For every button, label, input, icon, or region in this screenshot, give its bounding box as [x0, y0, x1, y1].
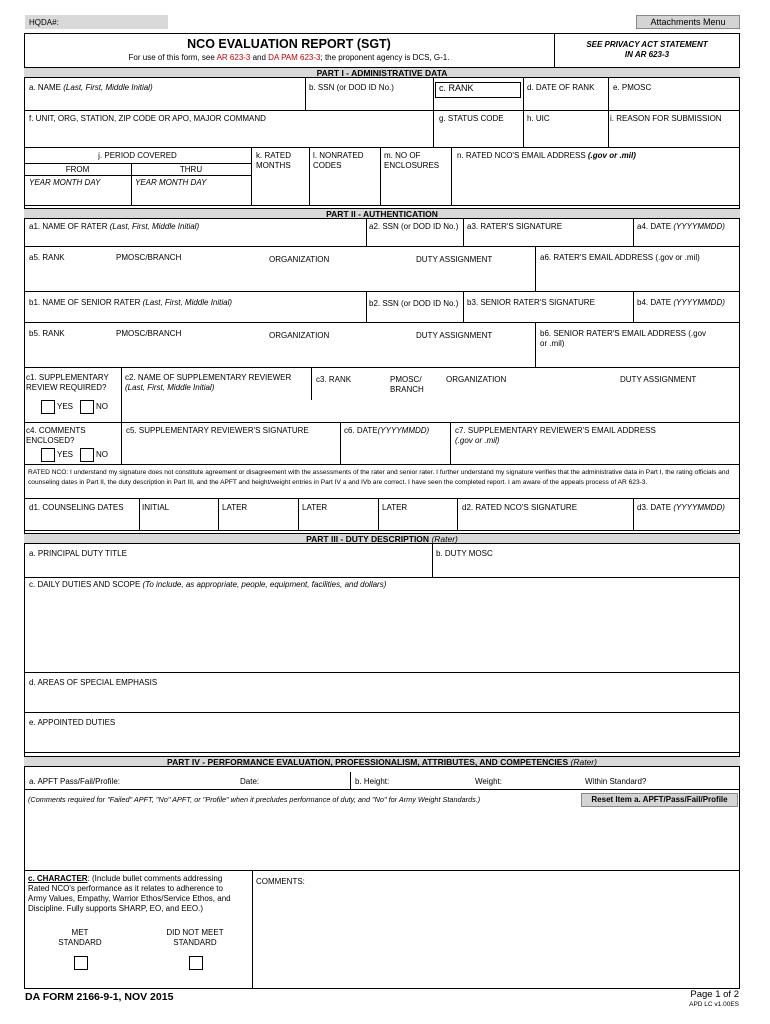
thru-ymd-label: YEAR MONTH DAY	[135, 178, 207, 187]
character-comments-textarea[interactable]	[256, 889, 736, 985]
rated-nco-statement: RATED NCO: I understand my signature does not constitute agreement or disagreement with the assessments of the rater and senior rater. I further understand my signature verifies that the administrative data in Part I, the rating officials and counseling dates in Part II, the duty description in Part III, and the APFT and height/weight entries in Part IV a and IVb are correct. I have seen the completed report. I am aware of the appeals process of AR 623-3.	[28, 469, 730, 486]
part4-a-apft-label: a. APFT Pass/Fail/Profile:	[29, 777, 120, 786]
part2-a1-label: a1. NAME OF RATER (Last, First, Middle Initial)	[29, 222, 200, 231]
part2-c3-rank-label: c3. RANK	[316, 375, 352, 384]
part4-date-label: Date:	[240, 777, 260, 786]
part3-e-label: e. APPOINTED DUTIES	[29, 718, 116, 727]
part2-a4-label: a4. DATE (YYYYMMDD)	[637, 222, 725, 231]
part1-l-codes-label: CODES	[313, 161, 342, 170]
part4-b-height-label: b. Height:	[355, 777, 390, 786]
part1-m-enclosures-label2: ENCLOSURES	[384, 161, 440, 170]
part2-a5-org-label: ORGANIZATION	[269, 255, 330, 264]
part2-b5-rank-label: b5. RANK	[29, 329, 65, 338]
part2-c6-label: c6. DATE(YYYYMMDD)	[344, 426, 430, 435]
part1-f-unit-label: f. UNIT, ORG, STATION, ZIP CODE OR APO, MAJOR COMMAND	[29, 114, 266, 123]
part1-n-email-label: n. RATED NCO'S EMAIL ADDRESS (.gov or .mil)	[457, 151, 636, 160]
period-from-label: FROM	[65, 165, 90, 174]
part2-c2-label: c2. NAME OF SUPPLEMENTARY REVIEWER	[125, 373, 292, 382]
part-3-title: PART III - DUTY DESCRIPTION (Rater)	[24, 533, 740, 544]
subtitle-post: ; the proponent agency is DCS, G-1.	[320, 53, 450, 62]
part3-c-label: c. DAILY DUTIES AND SCOPE (To include, as appropriate, people, equipment, facilities, and dollars)	[29, 580, 387, 589]
form-subtitle	[24, 53, 554, 63]
c4-no-checkbox[interactable]	[80, 448, 94, 462]
part2-d3-label: d3. DATE (YYYYMMDD)	[637, 503, 725, 512]
c1-no-label: NO	[96, 402, 108, 411]
counseling-later3-label: LATER	[382, 503, 408, 512]
part2-c7-hint: (.gov or .mil)	[455, 436, 500, 445]
counseling-later1-label: LATER	[222, 503, 248, 512]
part2-c3-pmosc-label: PMOSC/	[390, 375, 422, 384]
page-number: Page 1 of 2	[690, 989, 739, 1000]
part2-c3-branch-label: BRANCH	[390, 385, 424, 394]
character-description: c. CHARACTER: (Include bullet comments addressing Rated NCO's performance as it relates to adherence to Army Values, Empathy, Warrior Ethos/Service Ethos, and Discipline. Fully supports SHARP, EO, and EEO.)	[28, 874, 231, 913]
part2-a3-label: a3. RATER'S SIGNATURE	[467, 222, 563, 231]
part2-a5-rank-label: a5. RANK	[29, 253, 65, 262]
part2-b1-label: b1. NAME OF SENIOR RATER (Last, First, Middle Initial)	[29, 298, 233, 307]
part2-c3-org-label: ORGANIZATION	[446, 375, 507, 384]
part2-c1-label: c1. SUPPLEMENTARY	[26, 373, 109, 382]
hqda-label: HQDA#:	[29, 18, 59, 27]
apft-comments-textarea[interactable]	[27, 809, 737, 867]
character-comments-label: COMMENTS:	[256, 877, 305, 886]
part1-m-enclosures-label: m. NO OF	[384, 151, 421, 160]
part2-d1-label: d1. COUNSELING DATES	[29, 503, 124, 512]
part2-b2-label: b2. SSN (or DOD ID No.)	[369, 299, 459, 308]
part-2-title: PART II - AUTHENTICATION	[24, 208, 740, 219]
part2-b4-label: b4. DATE (YYYYMMDD)	[637, 298, 725, 307]
counseling-later2-label: LATER	[302, 503, 328, 512]
subtitle-pre: For use of this form, see	[128, 53, 217, 62]
part2-a6-email-label: a6. RATER'S EMAIL ADDRESS (.gov or .mil)	[540, 253, 700, 262]
privacy-act-line2: IN AR 623-3	[624, 50, 670, 59]
part2-a5-duty-label: DUTY ASSIGNMENT	[416, 255, 493, 264]
part2-c4-label: c4. COMMENTS	[26, 426, 86, 435]
c1-no-checkbox[interactable]	[80, 400, 94, 414]
part2-b6-email-label2: or .mil)	[540, 339, 565, 348]
part4-within-standard-label: Within Standard?	[585, 777, 647, 786]
part2-b6-email-label: b6. SENIOR RATER'S EMAIL ADDRESS (.gov	[540, 329, 707, 338]
part1-i-reason-label: i. REASON FOR SUBMISSION	[610, 114, 722, 123]
part4-weight-label: Weight:	[475, 777, 502, 786]
counseling-initial-label: INITIAL	[142, 503, 170, 512]
did-not-meet-checkbox[interactable]	[189, 956, 203, 970]
part2-c3-duty-label: DUTY ASSIGNMENT	[620, 375, 697, 384]
privacy-act-line1: SEE PRIVACY ACT STATEMENT	[586, 40, 708, 49]
did-not-meet-label: DID NOT MEET	[166, 928, 224, 937]
part1-j-period-label: j. PERIOD COVERED	[98, 151, 177, 160]
part1-c-rank-label: c. RANK	[439, 83, 474, 93]
part1-name-input[interactable]	[27, 94, 303, 108]
met-standard-label: MET	[71, 928, 89, 937]
part1-h-uic-label: h. UIC	[527, 114, 550, 123]
part3-b-label: b. DUTY MOSC	[436, 549, 493, 558]
part2-c5-label: c5. SUPPLEMENTARY REVIEWER'S SIGNATURE	[126, 426, 309, 435]
part-4-title: PART IV - PERFORMANCE EVALUATION, PROFESSIONALISM, ATTRIBUTES, AND COMPETENCIES (Rater)	[24, 756, 740, 767]
part1-k-months-label: MONTHS	[256, 161, 291, 170]
version-label: APD LC v1.00ES	[689, 1001, 739, 1008]
part4-comments-required-note: (Comments required for "Failed" APFT, "No" APFT, or "Profile" when it precludes performance of duty, and "No" for Army Weight Standards.)	[28, 795, 481, 804]
part1-unit-input[interactable]	[27, 126, 431, 144]
part-1-title: PART I - ADMINISTRATIVE DATA	[24, 67, 740, 78]
part3-d-label: d. AREAS OF SPECIAL EMPHASIS	[29, 678, 158, 687]
part2-c2-hint: (Last, First, Middle Initial)	[125, 383, 215, 392]
form-title: NCO EVALUATION REPORT (SGT)	[187, 37, 391, 51]
part1-l-nonrated-label: l. NONRATED	[313, 151, 364, 160]
c4-no-label: NO	[96, 450, 108, 459]
c1-yes-label: YES	[57, 402, 74, 411]
da-pam-623-3-link[interactable]: DA PAM 623-3	[268, 53, 321, 62]
rank-select[interactable]	[435, 82, 521, 98]
from-ymd-label: YEAR MONTH DAY	[29, 178, 101, 187]
part1-k-rated-label: k. RATED	[256, 151, 291, 160]
part2-c4-label2: ENCLOSED?	[26, 436, 75, 445]
did-not-meet-label2: STANDARD	[173, 938, 217, 947]
met-standard-label2: STANDARD	[58, 938, 102, 947]
part2-d2-label: d2. RATED NCO'S SIGNATURE	[462, 503, 578, 512]
part1-g-status-label: g. STATUS CODE	[439, 114, 504, 123]
reset-apft-button[interactable]: Reset Item a. APFT/Pass/Fail/Profile	[581, 793, 738, 807]
form-id: DA FORM 2166-9-1, NOV 2015	[25, 991, 174, 1003]
part1-b-ssn-label: b. SSN (or DOD ID No.)	[309, 83, 394, 92]
part3-a-label: a. PRINCIPAL DUTY TITLE	[29, 549, 127, 558]
part2-b5-org-label: ORGANIZATION	[269, 331, 330, 340]
c4-yes-label: YES	[57, 450, 74, 459]
met-standard-checkbox[interactable]	[74, 956, 88, 970]
part2-a5-pmosc-label: PMOSC/BRANCH	[116, 253, 182, 262]
part2-b5-pmosc-label: PMOSC/BRANCH	[116, 329, 182, 338]
subtitle-and: and	[250, 53, 269, 62]
part2-b3-label: b3. SENIOR RATER'S SIGNATURE	[467, 298, 595, 307]
part1-a-name-label: a. NAME (Last, First, Middle Initial)	[29, 83, 153, 92]
part2-c1-label2: REVIEW REQUIRED?	[26, 383, 107, 392]
ar-623-3-link[interactable]: AR 623-3	[216, 53, 251, 62]
part1-d-date-of-rank-label: d. DATE OF RANK	[527, 83, 595, 92]
attachments-menu-button[interactable]: Attachments Menu	[636, 15, 740, 29]
daily-duties-textarea[interactable]	[27, 592, 737, 668]
period-thru-label: THRU	[179, 165, 203, 174]
part1-e-pmosc-label: e. PMOSC	[613, 83, 652, 92]
c1-yes-checkbox[interactable]	[41, 400, 55, 414]
c4-yes-checkbox[interactable]	[41, 448, 55, 462]
part2-c7-label: c7. SUPPLEMENTARY REVIEWER'S EMAIL ADDRESS	[455, 426, 656, 435]
part2-b5-duty-label: DUTY ASSIGNMENT	[416, 331, 493, 340]
part2-a2-label: a2. SSN (or DOD ID No.)	[369, 222, 459, 231]
